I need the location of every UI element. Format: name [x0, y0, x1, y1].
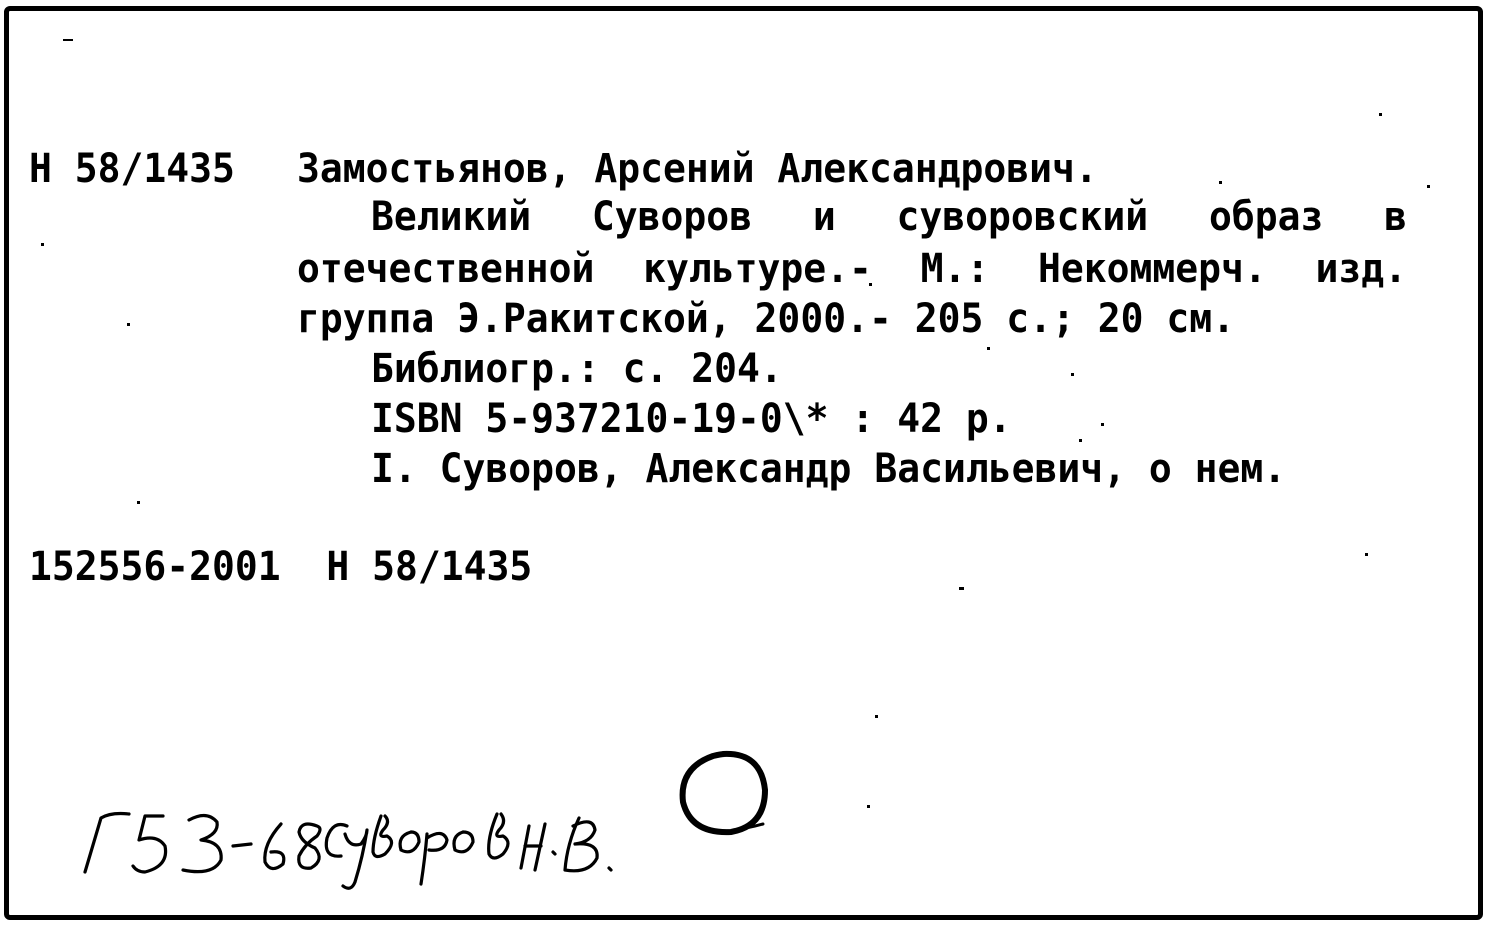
title-word: образ — [1208, 193, 1324, 240]
title-word: в — [1384, 193, 1407, 240]
subject-heading: I. Суворов, Александр Васильевич, о нем. — [371, 445, 1287, 492]
title-word: Великий — [371, 193, 532, 240]
title-line-2 — [297, 243, 1407, 293]
catalog-card — [4, 6, 1483, 920]
accession-number: 152556-2001 Н 58/1435 — [29, 543, 533, 590]
title-word: и — [812, 193, 836, 240]
title-word: культуре.- — [643, 245, 872, 292]
title-word: Некоммерч. — [1037, 245, 1267, 292]
imprint-line: группа Э.Ракитской, 2000.- 205 с.; 20 см. — [297, 295, 1235, 342]
title-word: суворовский — [896, 193, 1149, 240]
title-word: Суворов — [591, 193, 753, 240]
title-line-1 — [371, 191, 1407, 241]
isbn-line: ISBN 5-937210-19-0\* : 42 р. — [371, 395, 1012, 442]
title-word: изд. — [1315, 245, 1407, 292]
circle-mark — [673, 746, 773, 842]
bibliography-note: Библиогр.: с. 204. — [371, 345, 783, 392]
handwritten-note — [71, 786, 691, 896]
title-word: отечественной — [297, 245, 595, 292]
title-word: М.: — [920, 245, 990, 292]
shelf-mark: Н 58/1435 — [29, 145, 235, 192]
author-heading: Замостьянов, Арсений Александрович. — [297, 145, 1098, 192]
